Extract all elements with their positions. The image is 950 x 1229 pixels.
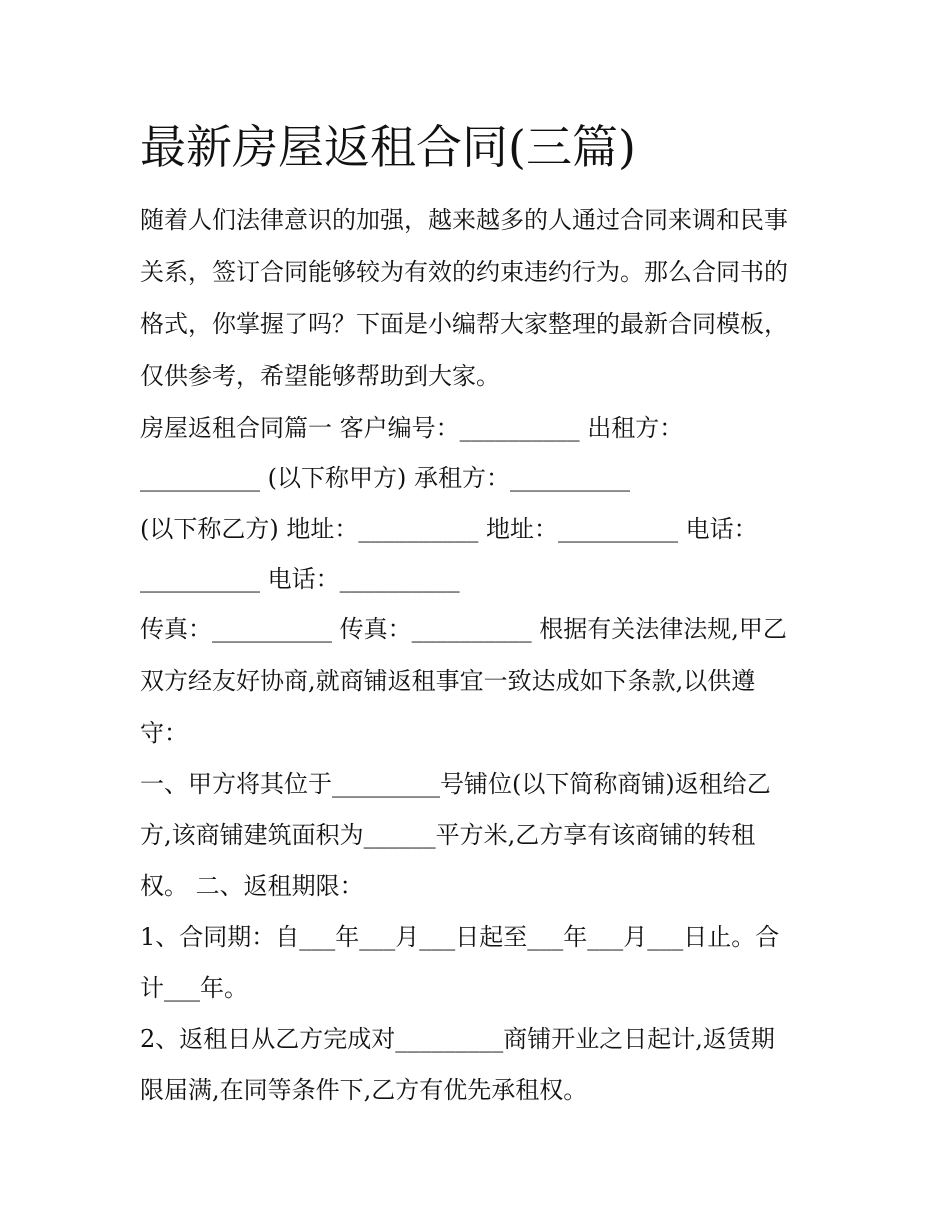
- body-line: 一、甲方将其位于_________号铺位(以下简称商铺)返租给乙: [140, 770, 771, 798]
- body-line: 守：: [140, 719, 188, 747]
- body-line: 传真：__________ 传真：__________ 根据有关法律法规,甲乙: [140, 615, 787, 643]
- body-line: 方,该商铺建筑面积为______平方米,乙方享有该商铺的转租: [140, 821, 756, 849]
- body-line: 计___年。: [140, 974, 248, 1002]
- body-line: 1、合同期：自___年___月___日起至___年___月___日止。合: [140, 923, 780, 951]
- document-title: 最新房屋返租合同(三篇): [140, 120, 636, 174]
- body-line: 仅供参考，希望能够帮助到大家。: [140, 362, 500, 390]
- body-line: 格式，你掌握了吗？下面是小编帮大家整理的最新合同模板，: [140, 310, 788, 338]
- body-line: (以下称乙方) 地址：__________ 地址：__________ 电话：: [140, 515, 758, 543]
- body-line: 权。 二、返租期限：: [140, 872, 364, 900]
- body-line: __________ 电话：__________: [140, 565, 460, 593]
- body-line: 双方经友好协商,就商铺返租事宜一致达成如下条款,以供遵: [140, 667, 756, 695]
- body-line: 2、返租日从乙方完成对_________商铺开业之日起计,返赁期: [140, 1025, 775, 1053]
- body-line: 房屋返租合同篇一 客户编号：__________ 出租方：: [140, 414, 684, 442]
- body-line: 随着人们法律意识的加强，越来越多的人通过合同来调和民事: [140, 206, 788, 234]
- body-line: 关系，签订合同能够较为有效的约束违约行为。那么合同书的: [140, 258, 788, 286]
- body-line: 限届满,在同等条件下,乙方有优先承租权。: [140, 1076, 588, 1104]
- body-line: __________ (以下称甲方) 承租方：__________: [140, 464, 630, 492]
